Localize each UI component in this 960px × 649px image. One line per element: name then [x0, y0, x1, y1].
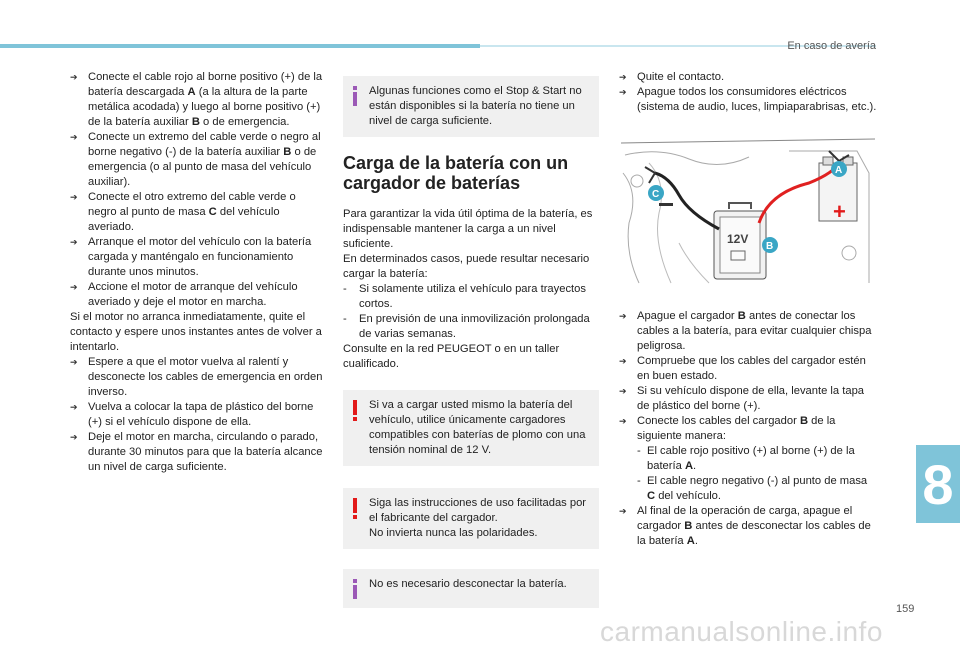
step-charger-off: ➔ Apague el cargador B antes de conectar los cables a la batería, para evitar cualquier chispa peligrosa.: [619, 309, 877, 354]
step-ignition-off: ➔ Quite el contacto.: [619, 70, 877, 85]
step-connect-charger: ➔ Conecte los cables del cargador B de la siguiente manera:: [619, 414, 877, 444]
step-run-engine: ➔ Deje el motor en marcha, circulando o parado, durante 30 minutos para que la batería alcance un nivel de carga suficiente.: [70, 430, 326, 475]
chapter-tab: 8: [916, 445, 960, 523]
section-heading: Carga de la batería con un cargador de baterías: [343, 153, 569, 193]
step-connect-red: ➔ Conecte el cable rojo al borne positivo (+) de la batería descargada A (a la altura de la parte metálica acodada) y luego al borne positivo (+) de la batería auxiliar B o de emergencia.: [70, 70, 326, 130]
step-connect-green: ➔ Conecte un extremo del cable verde o negro al borne negativo (-) de la batería auxiliar B o de emergencia (o al punto de masa del vehículo auxiliar).: [70, 130, 326, 190]
step-end-charge: ➔ Al final de la operación de carga, apague el cargador B antes de desconectar los cables de la batería A.: [619, 504, 877, 549]
cases-intro: En determinados casos, puede resultar necesario cargar la batería:: [343, 253, 590, 280]
case-item: - Si solamente utiliza el vehículo para trayectos cortos.: [343, 283, 586, 310]
step-lift-cover: ➔ Si su vehículo dispone de ella, levante la tapa de plástico del borne (+).: [619, 384, 877, 414]
step-replace-cover: ➔ Vuelva a colocar la tapa de plástico del borne (+) si el vehículo dispone de ella.: [70, 400, 326, 430]
header-accent-bar: [0, 44, 480, 48]
consult-text: Consulte en la red PEUGEOT o en un taller cualificado.: [343, 343, 560, 370]
engine-bay-drawing: [619, 133, 877, 293]
step-consumers-off: ➔ Apague todos los consumidores eléctricos (sistema de audio, luces, limpiaparabrisas, etc.).: [619, 85, 877, 115]
column-3: [619, 70, 877, 549]
info-box-stop-start: Algunas funciones como el Stop & Start no están disponibles si la batería no tiene un nivel de carga suficiente.: [343, 76, 599, 137]
step-check-cables: ➔ Compruebe que los cables del cargador estén en buen estado.: [619, 354, 877, 384]
warning-icon: [353, 498, 357, 520]
sub-step-black: - El cable negro negativo (-) al punto de masa C del vehículo.: [637, 475, 868, 502]
label-a: A: [835, 165, 843, 176]
step-connect-ground: ➔ Conecte el otro extremo del cable verde o negro al punto de masa C del vehículo averiado.: [70, 190, 326, 235]
step-start-disabled: ➔ Accione el motor de arranque del vehículo averiado y deje el motor en marcha.: [70, 280, 326, 310]
intro-text: Para garantizar la vida útil óptima de la batería, es indispensable mantener la carga a un nivel suficiente.: [343, 208, 593, 250]
info-icon: [353, 86, 357, 106]
warning-box-charger: Si va a cargar usted mismo la batería del vehículo, utilice únicamente cargadores compatibles con baterías de plomo con una tensión nominal de 12 V.: [343, 390, 599, 466]
sub-step-red: - El cable rojo positivo (+) al borne (+) de la batería A.: [637, 445, 855, 472]
warning-box-instructions: Siga las instrucciones de uso facilitadas por el fabricante del cargador. No invierta nunca las polaridades.: [343, 488, 599, 549]
column-1: [70, 70, 326, 475]
label-c: C: [652, 189, 660, 200]
retry-note: Si el motor no arranca inmediatamente, quite el contacto y espere unos instantes antes de volver a intentarlo.: [70, 311, 322, 353]
label-b: B: [766, 241, 774, 252]
info-box-no-disconnect: No es necesario desconectar la batería.: [343, 569, 599, 608]
case-item: - En previsión de una inmovilización prolongada de varias semanas.: [343, 313, 590, 340]
step-start-donor: ➔ Arranque el motor del vehículo con la batería cargada y manténgalo en funcionamiento durante unos minutos.: [70, 235, 326, 280]
warning-icon: [353, 400, 357, 422]
voltage-label: 12V: [727, 232, 749, 246]
watermark: carmanualsonline.info: [600, 616, 883, 647]
page-number: 159: [896, 603, 915, 615]
column-2: [343, 76, 599, 624]
info-icon: [353, 579, 357, 599]
step-wait-idle: ➔ Espere a que el motor vuelva al ralentí y desconecte los cables de emergencia en orden inverso.: [70, 355, 326, 400]
battery-charger-illustration: [619, 133, 877, 293]
section-title: En caso de avería: [787, 40, 876, 52]
plus-icon: +: [833, 199, 846, 224]
